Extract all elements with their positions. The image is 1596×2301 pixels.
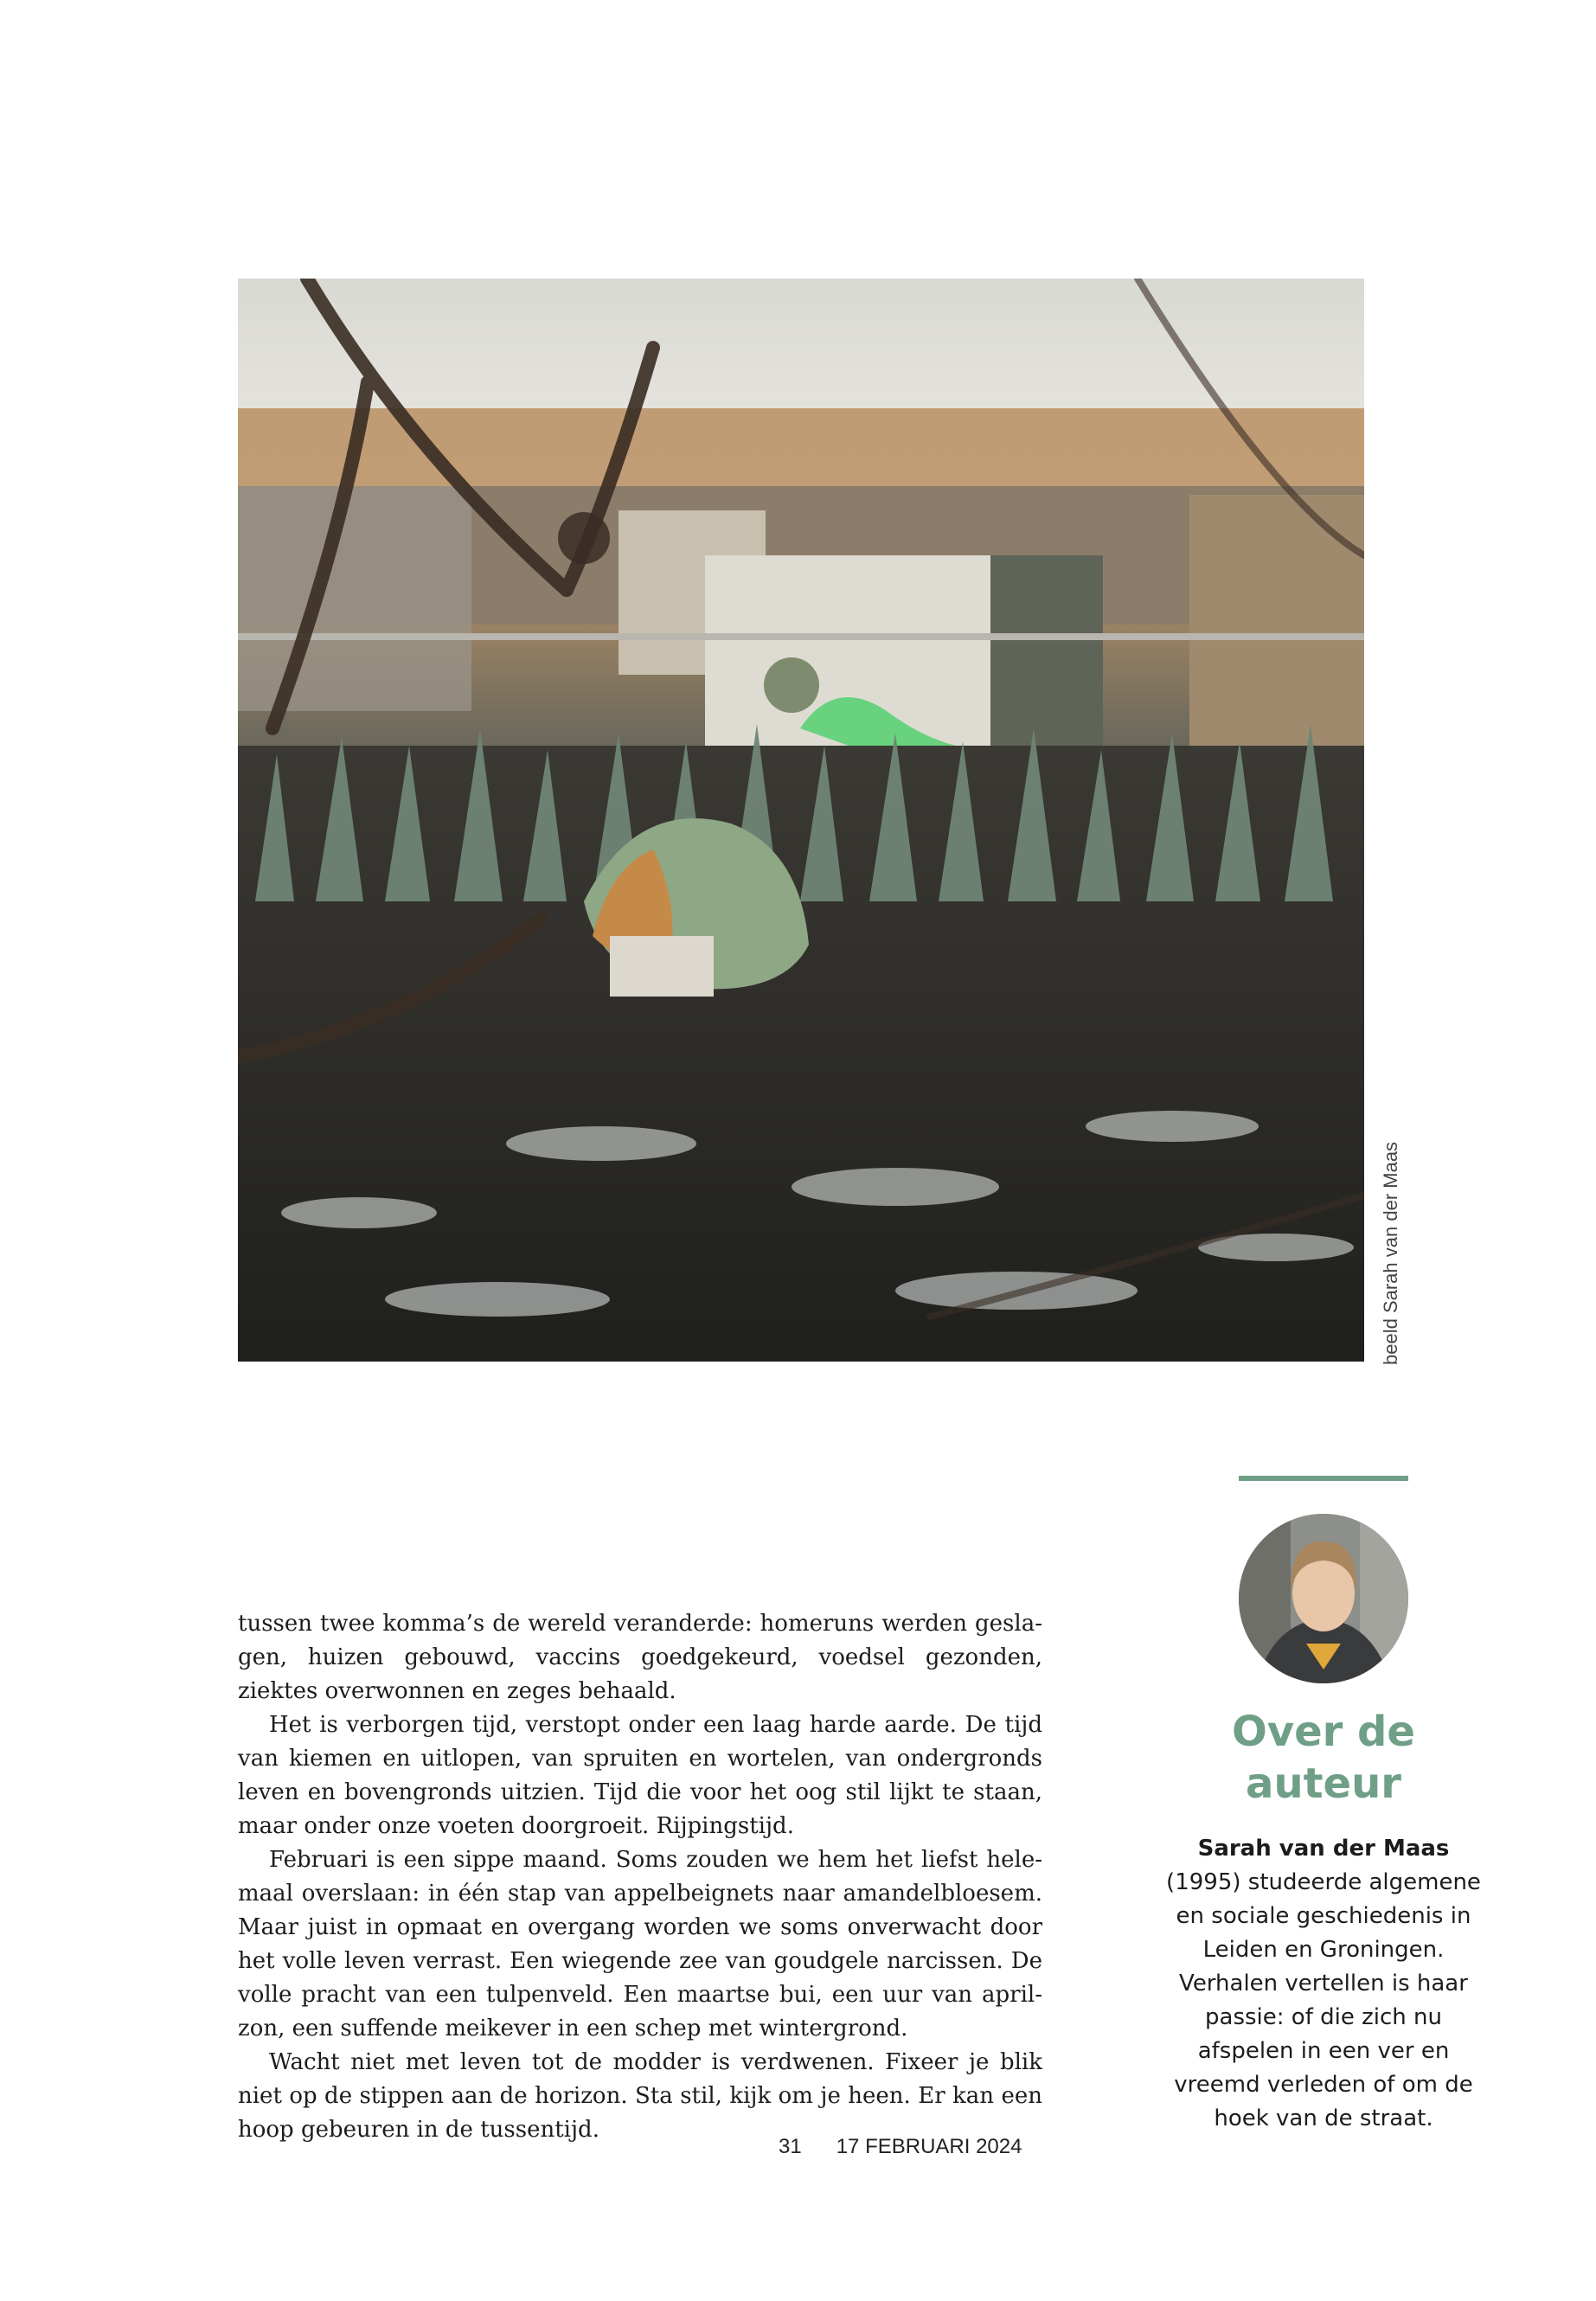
author-name: Sarah van der Maas xyxy=(1197,1836,1450,1862)
author-portrait xyxy=(1239,1514,1408,1683)
article-paragraph: Wacht niet met leven tot de modder is verdwenen. Fixeer je blik niet op de stippen aan de horizon. Sta stil, kijk om je heen. Er kan een hoop gebeuren in de tussentijd. xyxy=(238,2049,1042,2143)
aside-heading: Over de auteur xyxy=(1232,1708,1415,1808)
article-paragraph: tussen twee komma’s de wereld veranderde: homeruns werden gesla-gen, huizen gebouwd, vaccins goedgekeurd, voedsel gezonden, ziektes overwonnen en zeges behaald. xyxy=(238,1611,1042,1704)
page-footer xyxy=(779,2134,1022,2160)
author-bio-text: (1995) studeerde algemene en sociale geschiedenis in Leiden en Groningen. Verhalen vertellen is haar passie: of die zich nu afspelen in een ver en vreemd verleden of om de hoek van de straat. xyxy=(1166,1869,1481,2131)
article-paragraph: Februari is een sippe maand. Soms zouden we hem het liefst hele-maal overslaan: in één stap van appelbeignets naar amandelbloesem. Maar juist in opmaat en overgang worden we soms onverwacht door het volle leven verrast. Een wiegende zee van goudgele narcissen. De volle pracht van een tulpenveld. Een maartse bui, een uur van april-zon, een suffende meikever in een schep met wintergrond. xyxy=(238,1847,1042,2041)
about-author-box xyxy=(1151,1476,1497,2136)
article-photo xyxy=(238,279,1364,1362)
frosty-garden-illustration xyxy=(238,279,1364,1362)
article-body xyxy=(238,1607,1042,2147)
photo-credit: beeld Sarah van der Maas xyxy=(1380,1141,1401,1365)
author-bio xyxy=(1163,1832,1484,2136)
aside-divider xyxy=(1239,1476,1408,1481)
issue-date: 17 FEBRUARI 2024 xyxy=(836,2135,1022,2158)
author-avatar xyxy=(1239,1514,1408,1683)
article-paragraph: Het is verborgen tijd, verstopt onder een laag harde aarde. De tijd van kiemen en uitlopen, van spruiten en wortelen, van ondergronds leven en bovengronds uitzien. Tijd die voor het oog stil lijkt te staan, maar onder onze voeten doorgroeit. Rijpingstijd. xyxy=(238,1712,1042,1839)
page-number: 31 xyxy=(779,2135,802,2158)
